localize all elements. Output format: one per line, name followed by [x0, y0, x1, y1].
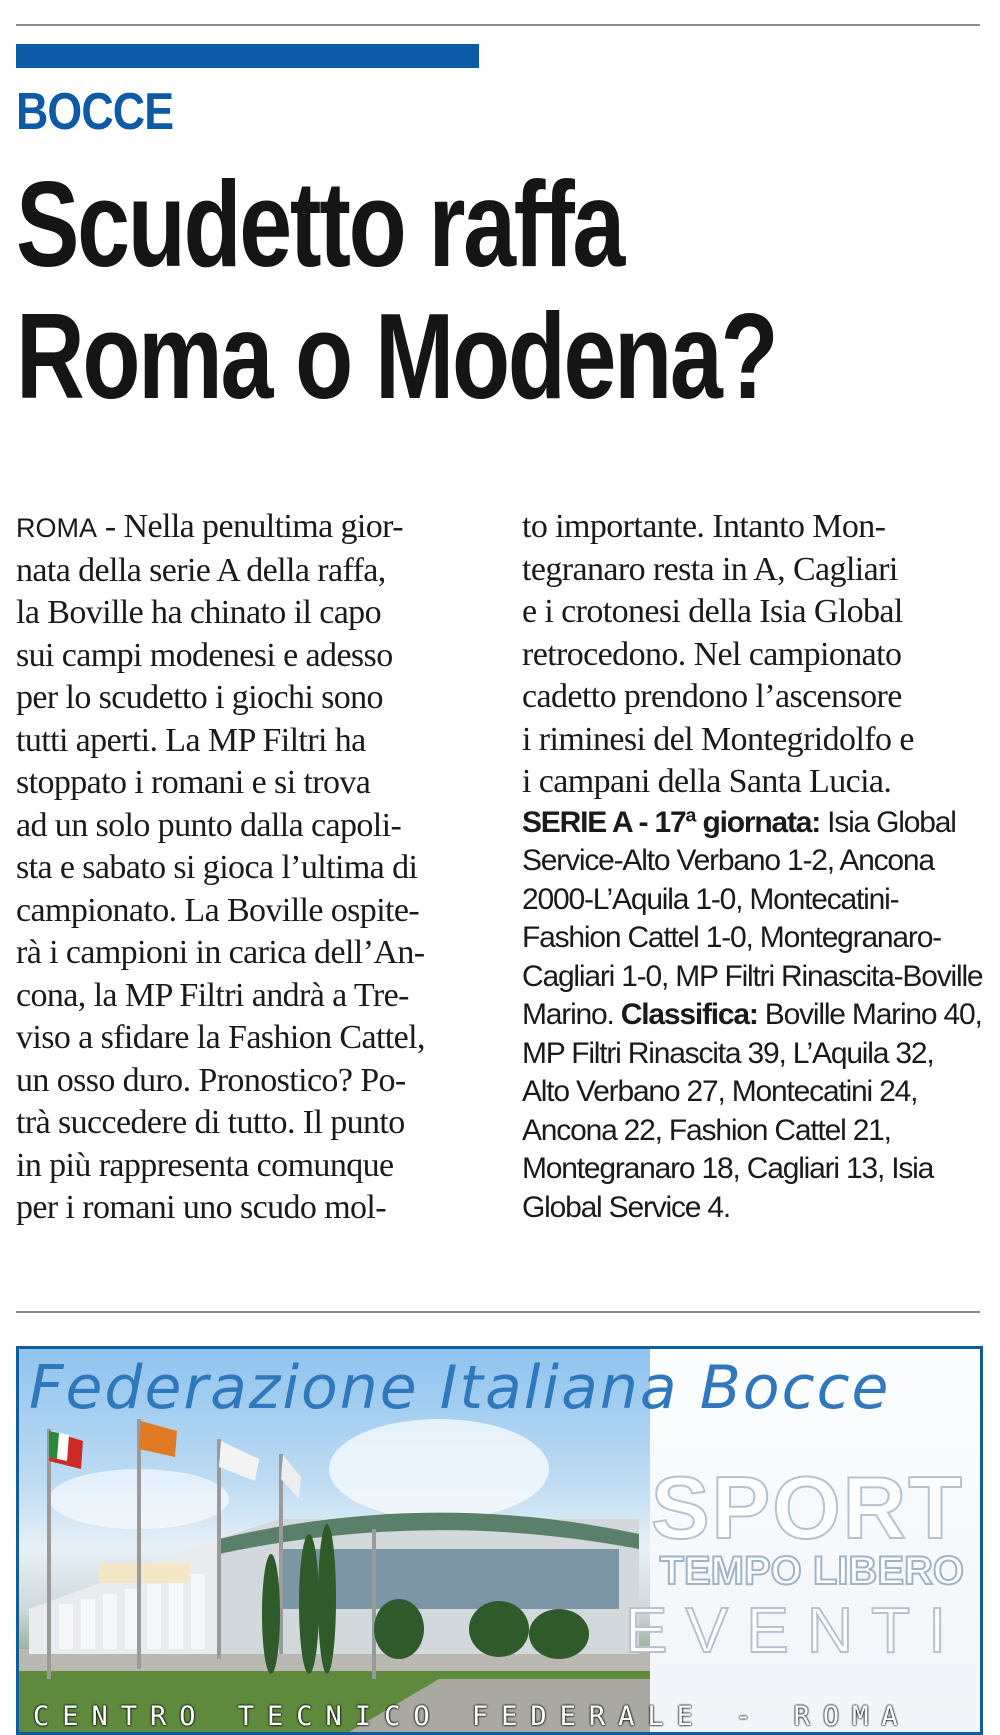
article-line: cadetto prendono l’ascensore: [522, 678, 902, 715]
headline-line-1: Scudetto raffa: [16, 156, 624, 292]
article-column-right: [522, 506, 984, 1227]
article-line: cona, la MP Filtri andrà a Tre-: [16, 976, 409, 1014]
article-line: sui campi modenesi e adesso: [16, 636, 393, 674]
article-line: per i romani uno scudo mol-: [16, 1189, 387, 1226]
article-column-left: [16, 506, 476, 1230]
article-line: tutti aperti. La MP Filtri ha: [16, 721, 366, 759]
article-line: viso a sfidare la Fashion Cattel,: [16, 1019, 425, 1056]
headline: [16, 158, 874, 422]
results-text: Isia Global Service-Alto Verbano 1-2, Ancona 2000-L’Aquila 1-0, Montecatini-Fashion Cattel 1-0, Montegranaro- Cagliari 1-0, MP Filtri Rinascita-Boville Marino.: [522, 805, 983, 1031]
article-line: la Boville ha chinato il capo: [16, 594, 381, 631]
results-heading: SERIE A - 17ª giornata:: [522, 805, 821, 839]
article-line: nata della serie A della raffa,: [16, 551, 386, 589]
article-line: e i crotonesi della Isia Global: [522, 593, 903, 630]
ad-footer: CENTRO TECNICO FEDERALE - ROMA: [33, 1701, 911, 1732]
top-rule: [16, 24, 980, 26]
ad-word-sport: SPORT: [650, 1458, 964, 1557]
dateline: ROMA: [16, 513, 97, 543]
article-line: i campani della Santa Lucia.: [522, 763, 892, 800]
article-line: trà succedere di tutto. Il punto: [16, 1104, 405, 1141]
ad-word-tempo-libero: TEMPO LIBERO: [659, 1549, 964, 1593]
article-line: campionato. La Boville ospite-: [16, 891, 420, 929]
ad-word-eventi: EVENTI: [624, 1594, 964, 1666]
article-line: rà i campioni in carica dell’An-: [16, 934, 425, 971]
results-block: [522, 804, 984, 1228]
section-color-bar: [16, 44, 479, 68]
article-line: stoppato i romani e si trova: [16, 764, 371, 801]
article-line: in più rappresenta comunque: [16, 1146, 394, 1184]
article-line: sta e sabato si gioca l’ultima di: [16, 849, 418, 886]
article-line: retrocedono. Nel campionato: [522, 635, 902, 673]
article-text: - Nella penultima gior-: [97, 508, 403, 545]
article-line: to importante. Intanto Mon-: [522, 508, 886, 545]
article-line: un osso duro. Pronostico? Po-: [16, 1061, 406, 1099]
article-line: [16, 506, 476, 550]
article-line: ad un solo punto dalla capoli-: [16, 806, 402, 844]
standings-heading: Classifica:: [620, 998, 758, 1031]
article-line: i riminesi del Montegridolfo e: [522, 720, 914, 758]
section-label: BOCCE: [16, 83, 174, 141]
bottom-rule: [16, 1311, 980, 1313]
ad-title: Federazione Italiana Bocce: [29, 1353, 891, 1423]
article-line: per lo scudetto i giochi sono: [16, 679, 383, 716]
headline-line-2: Roma o Modena?: [16, 288, 777, 424]
standings-text: Boville Marino 40, MP Filtri Rinascita 39, L’Aquila 32, Alto Verbano 27, Montecatini 24, Ancona 22, Fashion Cattel 21, Montegranaro 18, Cagliari 13, Isia Global Service 4.: [522, 998, 982, 1224]
advertisement: [16, 1346, 983, 1735]
article-line: tegranaro resta in A, Cagliari: [522, 550, 898, 588]
